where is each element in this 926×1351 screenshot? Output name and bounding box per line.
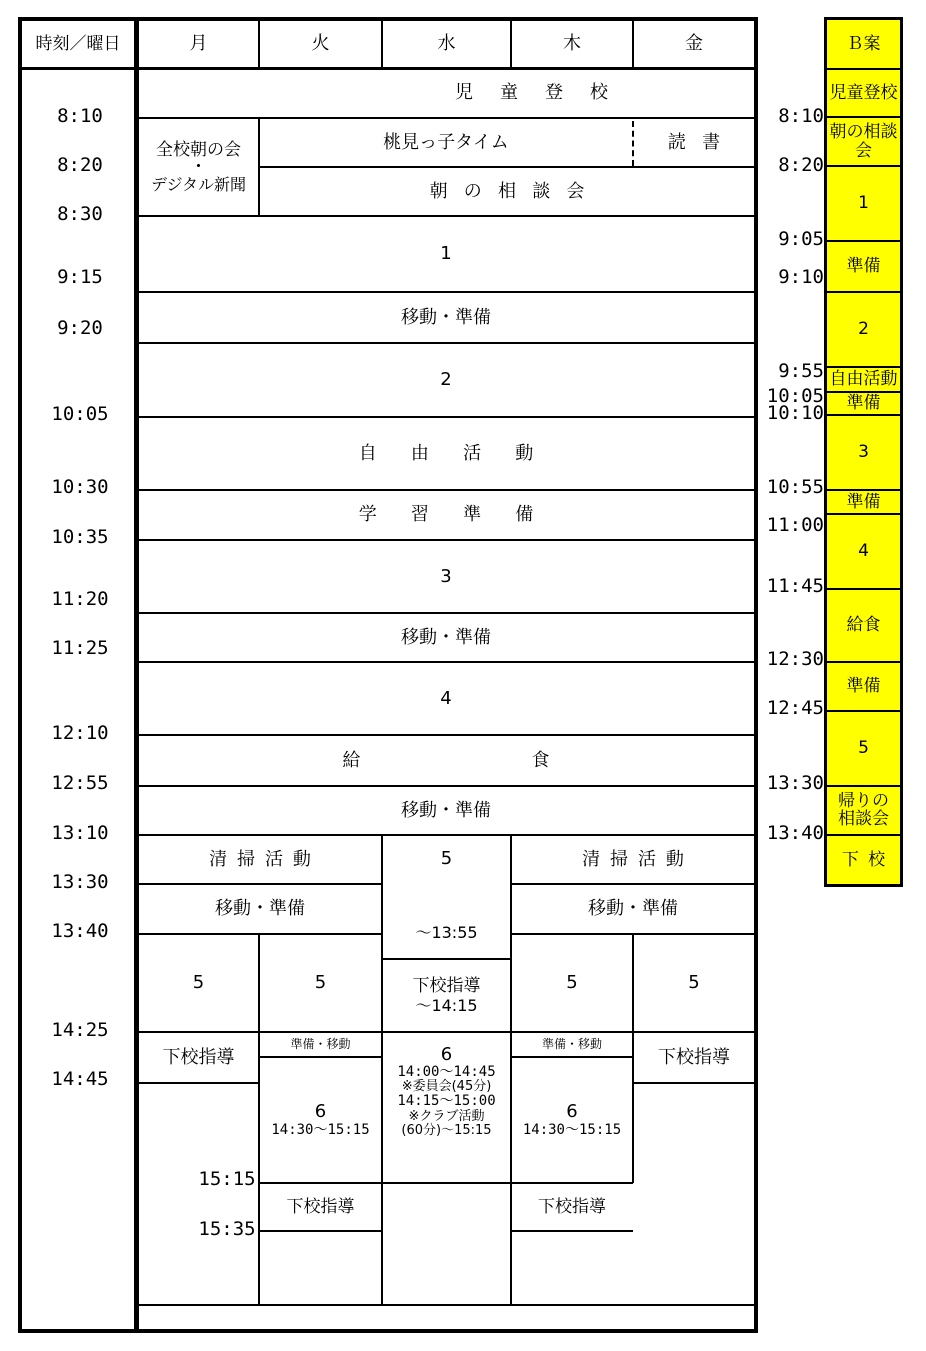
plan-b-period-5: 5: [858, 738, 869, 759]
wed-p6-club-end: (60分)～15:15: [401, 1123, 492, 1139]
move-prep-thu-fri: 移動・準備: [588, 898, 678, 920]
assembly-dot: ・: [190, 156, 207, 177]
tue-p6-number: 6: [314, 1100, 327, 1122]
plan-b-period-4: 4: [858, 541, 869, 562]
plan-b-time: 10:10: [766, 402, 824, 424]
lunch-cell: 給食: [342, 749, 721, 771]
plan-b-time: 10:55: [766, 476, 824, 498]
move-prep-mon-tue: 移動・準備: [215, 898, 305, 920]
time-label: 9:20: [57, 317, 103, 339]
tue-prep-move: 準備・移動: [290, 1037, 351, 1052]
move-prep-3: 移動・準備: [401, 799, 491, 821]
header-day-tue: 火: [311, 33, 330, 55]
plan-b-closing-consult: [827, 787, 900, 834]
header-day-mon: 月: [189, 33, 208, 55]
plan-b-period-3: 3: [858, 442, 869, 463]
plan-b-free-activity: 自由活動: [829, 369, 898, 390]
wed-p6-number: 6: [440, 1044, 453, 1065]
plan-b-time: 9:55: [778, 360, 824, 382]
header-day-wed: 水: [437, 33, 456, 55]
thu-p6-number: 6: [566, 1100, 578, 1122]
plan-b-time: 8:20: [778, 154, 824, 176]
plan-b-consult-line-1: 帰りの: [838, 790, 889, 811]
arrival-cell: [139, 69, 753, 117]
assembly-cell: [139, 119, 258, 215]
period-4: 4: [440, 687, 452, 709]
header-day-thu: 木: [563, 33, 581, 55]
time-label: 13:10: [51, 822, 109, 844]
assembly-label-1: 全校朝の会: [156, 139, 241, 160]
time-label: 14:45: [51, 1068, 109, 1090]
header-day-fri: 金: [685, 33, 703, 55]
time-label: 13:30: [51, 871, 109, 893]
plan-b-time: 8:10: [778, 105, 824, 127]
time-label: 11:20: [51, 588, 109, 610]
mon-period-5: 5: [192, 972, 205, 994]
fri-dismissal-guidance: 下校指導: [658, 1046, 730, 1068]
thu-p6-time: 14:30～15:15: [522, 1122, 622, 1139]
wed-guidance-end: ～14:15: [415, 996, 478, 1016]
time-label: 13:40: [51, 920, 109, 942]
wed-dismissal-guidance: [383, 960, 510, 1031]
plan-b-lunch: 給食: [846, 615, 881, 636]
time-label: 12:10: [51, 722, 109, 744]
fri-period-5: 5: [688, 972, 700, 994]
time-label: 14:25: [51, 1019, 109, 1041]
plan-b-prep-2: 準備: [846, 393, 881, 414]
cleaning-mon-tue: 清掃活動: [209, 848, 321, 870]
wed-p6-club: ※クラブ活動: [408, 1108, 485, 1124]
plan-b-period-2: 2: [858, 319, 869, 340]
plan-b-prep-3: 準備: [846, 491, 881, 512]
plan-b-prep-1: 準備: [846, 256, 881, 277]
move-prep-1: 移動・準備: [401, 306, 491, 328]
thu-dismissal-guidance: 下校指導: [538, 1196, 606, 1217]
wed-p5-number: 5: [440, 848, 453, 869]
time-label: 15:15: [198, 1168, 256, 1190]
time-label: 11:25: [51, 637, 109, 659]
time-label: 10:30: [51, 476, 109, 498]
arrival-label: 児童登校: [455, 82, 635, 104]
plan-b-title: Ｂ案: [846, 33, 881, 54]
free-activity: 自由活動: [358, 442, 568, 464]
time-label: 15:35: [198, 1218, 256, 1240]
thu-period-5: 5: [566, 972, 578, 994]
plan-b-arrival: 児童登校: [829, 82, 898, 103]
period-2: 2: [440, 369, 452, 391]
plan-b-consult-line-2: 相談会: [838, 808, 889, 829]
assembly-label-2: デジタル新聞: [150, 175, 247, 195]
period-3: 3: [440, 565, 452, 587]
time-label: 8:20: [57, 154, 103, 176]
mon-dismissal-guidance: 下校指導: [162, 1046, 235, 1068]
time-label: 12:55: [51, 772, 109, 794]
wed-p6-committee-time: 14:00～14:45: [397, 1063, 496, 1080]
period-1: 1: [440, 243, 452, 265]
plan-b-time: 9:05: [778, 228, 824, 250]
time-label: 8:30: [57, 203, 103, 225]
wed-p6-club-time: 14:15～15:00: [397, 1093, 496, 1110]
study-prep: 学習準備: [358, 504, 568, 526]
move-prep-2: 移動・準備: [401, 626, 491, 648]
plan-b-time: 12:30: [766, 648, 824, 670]
time-label: 10:05: [51, 403, 109, 425]
thu-period-6: [512, 1058, 632, 1182]
time-label: 9:15: [57, 266, 103, 288]
wed-period-6: [383, 1033, 510, 1182]
time-label: 8:10: [57, 105, 103, 127]
header-corner: 時刻／曜日: [35, 33, 121, 54]
wed-guidance-label: 下校指導: [412, 975, 481, 996]
plan-b-time: 11:45: [766, 575, 824, 597]
tue-period-6: [260, 1058, 381, 1182]
momomikko-time: 桃見っ子タイム: [383, 131, 509, 153]
plan-b-time: 11:00: [766, 514, 824, 536]
plan-b-time: 9:10: [778, 266, 824, 288]
wed-p6-committee: ※委員会(45分): [401, 1079, 492, 1095]
wed-p5-end-time: ～13:55: [415, 922, 478, 942]
plan-b-prep-4: 準備: [846, 676, 881, 697]
tue-dismissal-guidance: 下校指導: [286, 1196, 355, 1217]
plan-b-time: 13:40: [766, 822, 824, 844]
thu-prep-move: 準備・移動: [541, 1037, 602, 1052]
plan-b-time: 13:30: [766, 772, 824, 794]
reading-cell: 読書: [667, 131, 737, 153]
tue-period-5: 5: [314, 972, 327, 994]
plan-b-dismissal: 下校: [841, 849, 895, 870]
plan-b-period-1: 1: [858, 193, 869, 214]
morning-consult-cell: 朝の相談会: [429, 180, 601, 202]
plan-b-time: 12:45: [766, 697, 824, 719]
plan-b-morning-consult: 朝の相談会: [829, 121, 898, 161]
tue-p6-time: 14:30～15:15: [271, 1122, 370, 1139]
wed-period-5: [383, 836, 510, 958]
plan-b-time: 10:05: [766, 385, 824, 407]
cleaning-thu-fri: 清掃活動: [582, 848, 694, 870]
time-label: 10:35: [51, 526, 109, 548]
